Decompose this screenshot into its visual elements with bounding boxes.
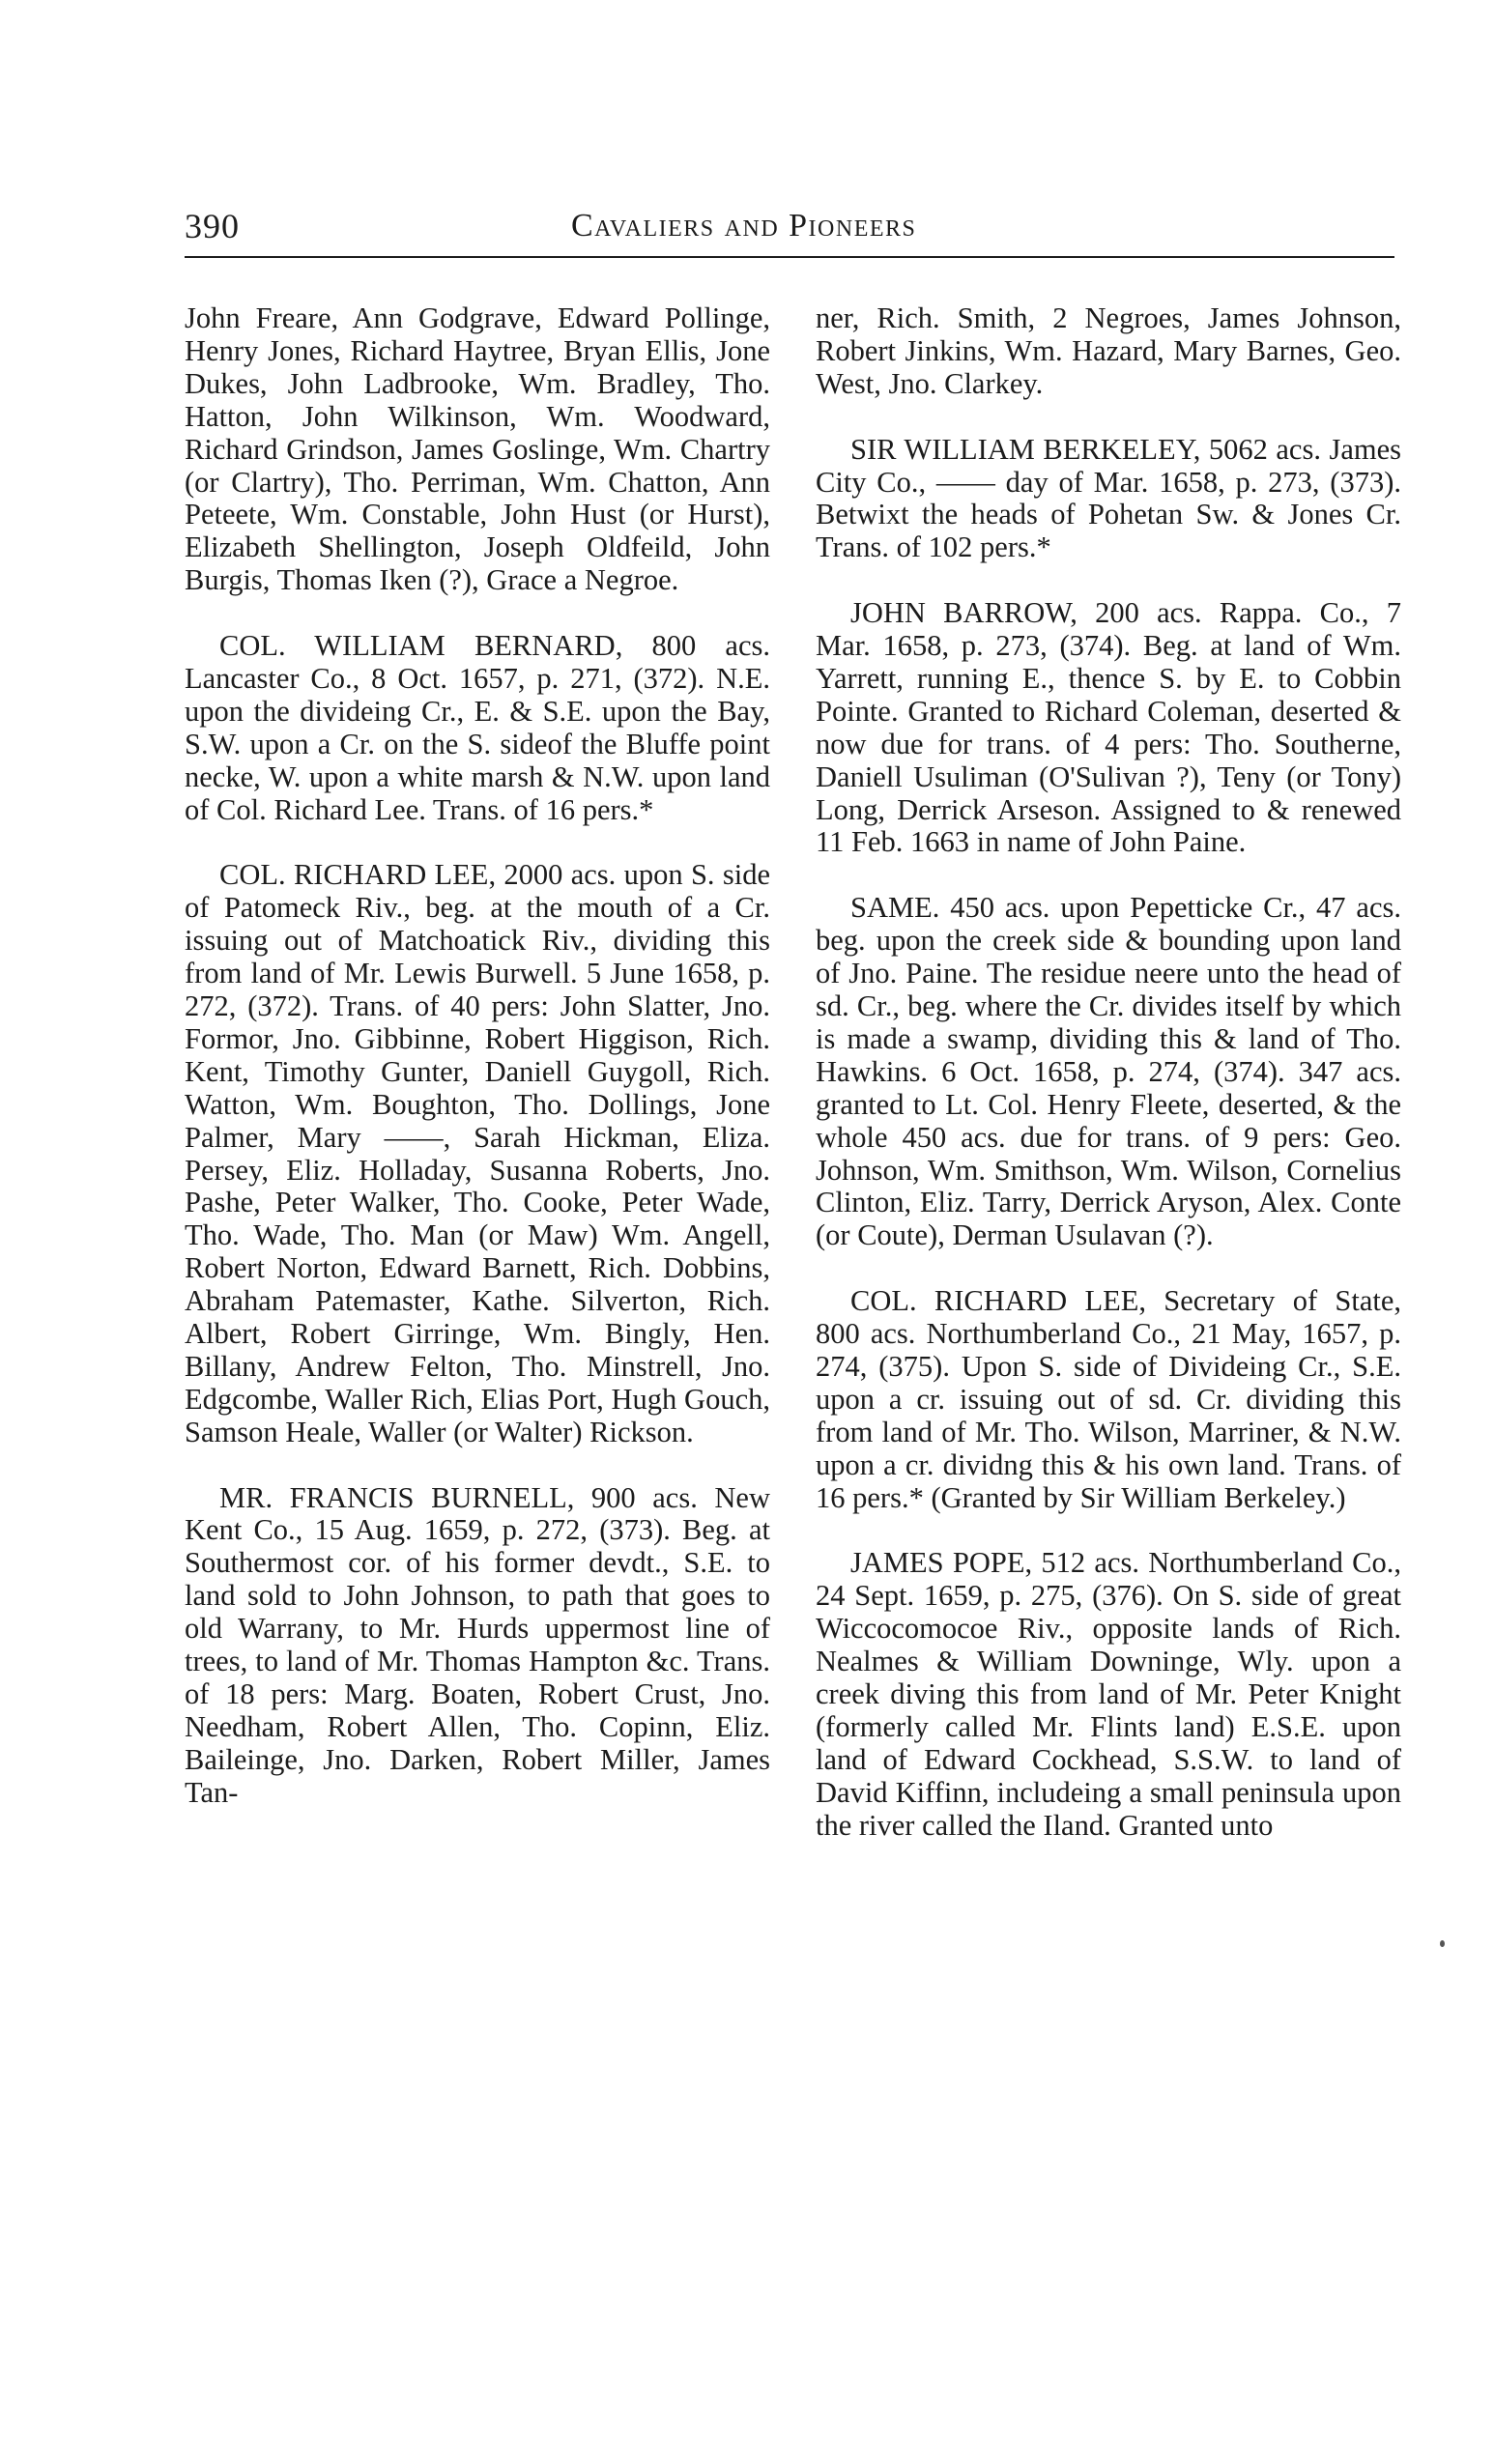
entry-william-berkeley: SIR WILLIAM BERKELEY, 5062 acs. James City Co., —— day of Mar. 1658, p. 273, (373). Betwixt the heads of Pohetan Sw. & Jones Cr. Trans. of 102 pers.*: [816, 432, 1401, 564]
entry-francis-burnell: MR. FRANCIS BURNELL, 900 acs. New Kent Co., 15 Aug. 1659, p. 272, (373). Beg. at Southermost cor. of his former devdt., S.E. to land sold to John Johnson, to path that goes to old Warrany, to Mr. Hurds uppermost line of trees, to land of Mr. Thomas Hampton &c. Trans. of 18 pers: Marg. Boaten, Robert Crust, Jno. Needham, Robert Allen, Tho. Copinn, Eliz. Baileinge, Jno. Darken, Robert Miller, James Tan-: [185, 1480, 770, 1809]
entry-john-barrow: JOHN BARROW, 200 acs. Rappa. Co., 7 Mar. 1658, p. 273, (374). Beg. at land of Wm. Yarrett, running E., thence S. by E. to Cobbin Pointe. Granted to Richard Coleman, deserted & now due for trans. of 4 pers: Tho. Southerne, Daniell Usuliman (O'Sulivan ?), Teny (or Tony) Long, Derrick Arseson. Assigned to & renewed 11 Feb. 1663 in name of John Paine.: [816, 596, 1401, 859]
entry-same: SAME. 450 acs. upon Pepetticke Cr., 47 acs. beg. upon the creek side & bounding upon land of Jno. Paine. The residue neere unto the head of sd. Cr., beg. where the Cr. divides itself by which is made a swamp, dividing this & land of Tho. Hawkins. 6 Oct. 1658, p. 274, (374). 347 acs. granted to Lt. Col. Henry Fleete, deserted, & the whole 450 acs. due for trans. of 9 pers: Geo. Johnson, Wm. Smithson, Wm. Wilson, Cornelius Clinton, Eliz. Tarry, Derrick Aryson, Alex. Conte (or Coute), Derman Usulavan (?).: [816, 891, 1401, 1252]
left-column: [185, 302, 770, 1843]
entry-richard-lee-secretary: COL. RICHARD LEE, Secretary of State, 800 acs. Northumberland Co., 21 May, 1657, p. 274, (375). Upon S. side of Divideing Cr., S.E. upon a cr. issuing out of sd. Cr. dividing this from land of Mr. Tho. Wilson, Marriner, & N.W. upon a cr. dividng this & his own land. Trans. of 16 pers.* (Granted by Sir William Berkeley.): [816, 1284, 1401, 1514]
entry-continuation: John Freare, Ann Godgrave, Edward Pollinge, Henry Jones, Richard Haytree, Bryan Ellis, Jone Dukes, John Ladbrooke, Wm. Bradley, Tho. Hatton, John Wilkinson, Wm. Woodward, Richard Grindson, James Goslinge, Wm. Chartry (or Clartry), Tho. Perriman, Wm. Chatton, Ann Peteete, Wm. Constable, John Hust (or Hurst), Elizabeth Shellington, Joseph Oldfeild, John Burgis, Thomas Iken (?), Grace a Negroe.: [185, 301, 770, 597]
margin-speck: [1440, 1940, 1445, 1947]
header-rule: [185, 256, 1394, 258]
entry-james-pope: JAMES POPE, 512 acs. Northumberland Co., 24 Sept. 1659, p. 275, (376). On S. side of great Wiccocomocoe Riv., opposite lands of Rich. Nealmes & William Downinge, Wly. upon a creek diving this from land of Mr. Peter Knight (formerly called Mr. Flints land) E.S.E. upon land of Edward Cockhead, S.S.W. to land of David Kiffinn, includeing a small peninsula upon the river called the Iland. Granted unto: [816, 1546, 1401, 1842]
entry-continuation: ner, Rich. Smith, 2 Negroes, James Johnson, Robert Jinkins, Wm. Hazard, Mary Barnes, Geo. West, Jno. Clarkey.: [816, 301, 1401, 400]
page-header: [185, 199, 1394, 253]
entry-william-bernard: COL. WILLIAM BERNARD, 800 acs. Lancaster Co., 8 Oct. 1657, p. 271, (372). N.E. upon the divideing Cr., E. & S.E. upon the Bay, S.W. upon a Cr. on the S. sideof the Bluffe point necke, W. upon a white marsh & N.W. upon land of Col. Richard Lee. Trans. of 16 pers.*: [185, 629, 770, 826]
entry-richard-lee: COL. RICHARD LEE, 2000 acs. upon S. side of Patomeck Riv., beg. at the mouth of a Cr. issuing out of Matchoatick Riv., dividing this from land of Mr. Lewis Burwell. 5 June 1658, p. 272, (372). Trans. of 40 pers: John Slatter, Jno. Formor, Jno. Gibbinne, Robert Higgison, Rich. Kent, Timothy Gunter, Daniell Guygoll, Rich. Watton, Wm. Boughton, Tho. Dollings, Jone Palmer, Mary ——, Sarah Hickman, Eliza. Persey, Eliz. Holladay, Susanna Roberts, Jno. Pashe, Peter Walker, Tho. Cooke, Peter Wade, Tho. Wade, Tho. Man (or Maw) Wm. Angell, Robert Norton, Edward Barnett, Rich. Dobbins, Abraham Patemaster, Kathe. Silverton, Rich. Albert, Robert Girringe, Wm. Bingly, Hen. Billany, Andrew Felton, Tho. Minstrell, Jno. Edgcombe, Waller Rich, Elias Port, Hugh Gouch, Samson Heale, Waller (or Walter) Rickson.: [185, 858, 770, 1448]
running-title: Cavaliers and Pioneers: [571, 208, 917, 244]
right-column: [816, 302, 1401, 1875]
page-number: 390: [185, 207, 240, 245]
